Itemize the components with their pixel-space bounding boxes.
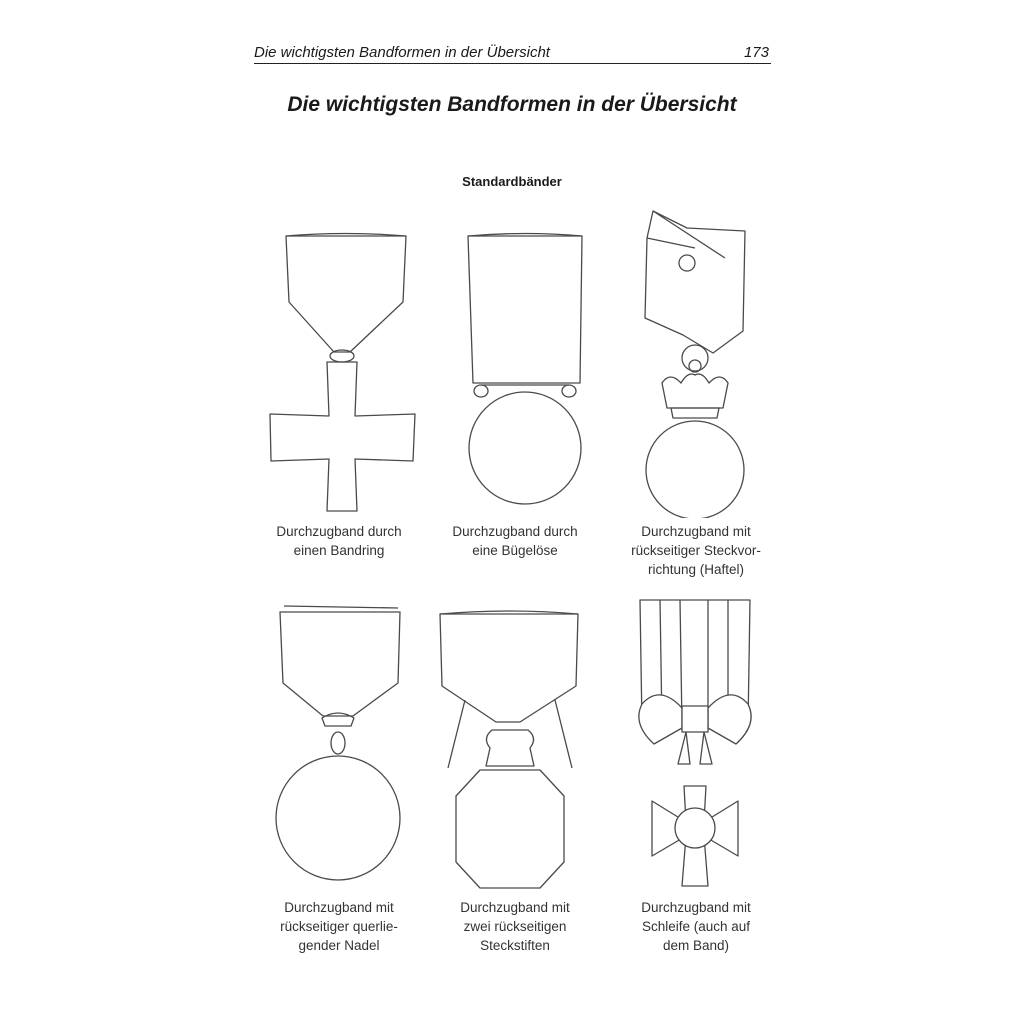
caption-1: Durchzugband durch einen Bandring	[276, 524, 402, 558]
cross-medal-bow-ribbon-illustration	[620, 596, 770, 896]
running-head	[254, 42, 771, 64]
running-head-title: Die wichtigsten Bandformen in der Übersicht	[254, 44, 550, 61]
round-medal-pin-ribbon-illustration	[268, 598, 408, 896]
crown-medal-hook-ribbon-illustration	[625, 203, 765, 518]
caption-3: Durchzugband mit rückseitiger Steckvor- richtung (Haftel)	[631, 524, 761, 577]
round-medal-eyelet-ribbon-illustration	[455, 228, 595, 518]
caption-5: Durchzugband mit zwei rückseitigen Steckstiften	[460, 900, 570, 953]
page-number: 173	[743, 44, 769, 61]
caption-6: Durchzugband mit Schleife (auch auf dem Band)	[641, 900, 751, 953]
section-heading: Standardbänder	[462, 174, 562, 189]
octagon-medal-two-pins-ribbon-illustration	[430, 598, 590, 896]
caption-2: Durchzugband durch eine Bügelöse	[452, 524, 578, 558]
caption-4: Durchzugband mit rückseitiger querlie- gender Nadel	[280, 900, 398, 953]
page-title: Die wichtigsten Bandformen in der Übersicht	[287, 93, 737, 116]
cross-medal-ring-ribbon-illustration	[262, 228, 422, 518]
